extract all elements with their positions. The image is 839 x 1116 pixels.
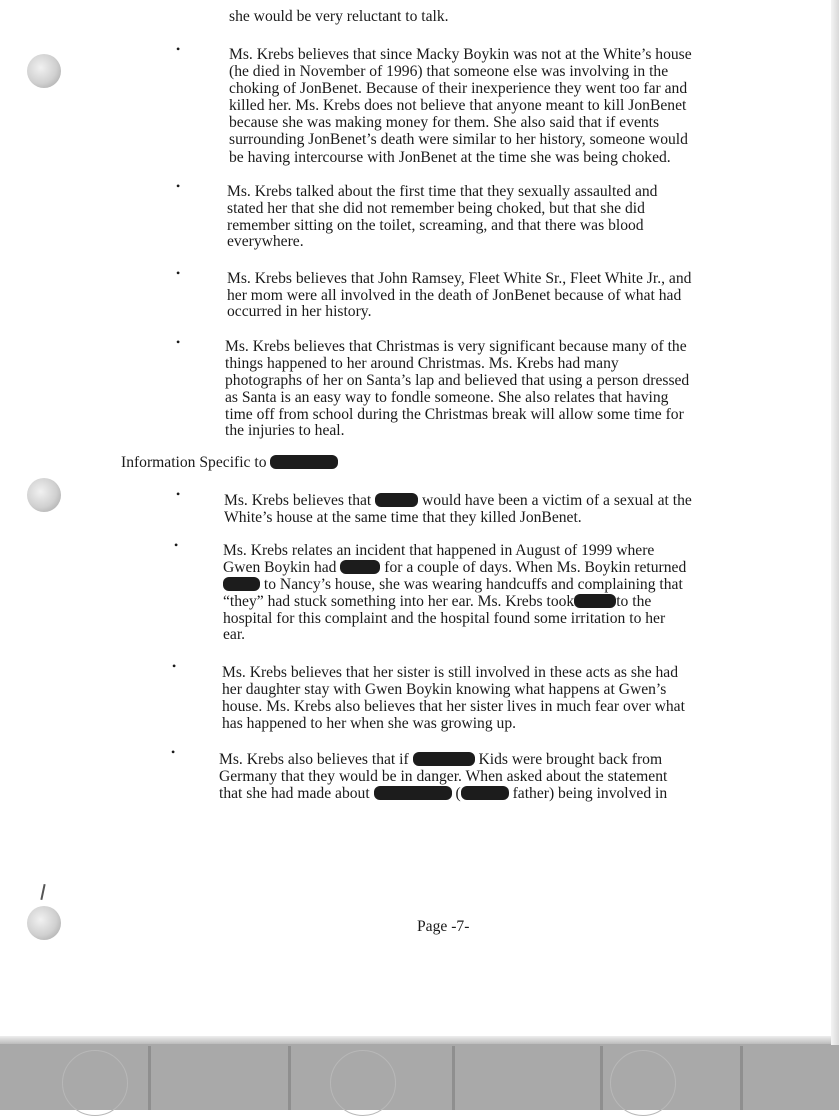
text-line: as Santa is an easy way to fondle someone. She also relates that having [225, 389, 669, 406]
redaction-box [223, 577, 260, 591]
redaction-box [374, 786, 452, 800]
text-line: occurred in her history. [227, 303, 372, 320]
scanner-ring [610, 1050, 676, 1116]
bullet-icon: • [171, 745, 176, 759]
redaction-box [340, 560, 380, 574]
text-line: the injuries to heal. [225, 422, 345, 439]
text-line: Gwen Boykin had for a couple of days. When Ms. Boykin returned [223, 559, 687, 576]
text-line: White’s house at the same time that they killed JonBenet. [224, 509, 582, 526]
text-line: has happened to her when she was growing up. [222, 715, 517, 732]
text-line: remember sitting on the toilet, screaming, and that there was blood [227, 217, 644, 234]
scanner-bar [740, 1046, 743, 1110]
text-line: Ms. Krebs talked about the first time that they sexually assaulted and [227, 183, 658, 200]
text-line: everywhere. [227, 233, 304, 250]
text-line: killed her. Ms. Krebs does not believe that anyone meant to kill JonBenet [229, 97, 687, 114]
text-line: (he died in November of 1996) that someone else was involving in the [229, 63, 669, 80]
text-line: Ms. Krebs believes that Christmas is very significant because many of the [225, 338, 687, 355]
text-line: be having intercourse with JonBenet at the time she was being choked. [229, 149, 671, 166]
scanner-bar [288, 1046, 291, 1110]
text-line: Ms. Krebs also believes that if Kids were brought back from [219, 751, 663, 768]
punch-hole [27, 906, 61, 940]
punch-hole [27, 478, 61, 512]
text-line: hospital for this complaint and the hospital found some irritation to her [223, 610, 666, 627]
bullet-icon: • [176, 487, 181, 501]
text-line: Ms. Krebs believes that since Macky Boykin was not at the White’s house [229, 46, 692, 63]
text-line: house. Ms. Krebs also believes that her sister lives in much fear over what [222, 698, 685, 715]
text-line: photographs of her on Santa’s lap and believed that using a person dressed [225, 372, 690, 389]
page-edge [0, 1036, 831, 1044]
section-heading: Information Specific to [121, 454, 338, 471]
bullet-icon: • [174, 538, 179, 552]
text-line: things happened to her around Christmas. Ms. Krebs had many [225, 355, 619, 372]
text-line: her daughter stay with Gwen Boykin knowing what happens at Gwen’s [222, 681, 667, 698]
text-line: Ms. Krebs believes that her sister is still involved in these acts as she had [222, 664, 679, 681]
text-line: ear. [223, 626, 246, 643]
text-line: surrounding JonBenet’s death were similar to her history, someone would [229, 131, 688, 148]
text-line: time off from school during the Christmas break will allow some time for [225, 406, 684, 423]
bullet-icon: • [176, 42, 181, 56]
redaction-box [375, 493, 418, 507]
bullet-icon: • [176, 335, 181, 349]
text-line: Ms. Krebs relates an incident that happened in August of 1999 where [223, 542, 655, 559]
redaction-box [574, 594, 616, 608]
text-line: to Nancy’s house, she was wearing handcuffs and complaining that [223, 576, 683, 593]
text-line: she would be very reluctant to talk. [229, 8, 449, 25]
text-line: her mom were all involved in the death of JonBenet because of what had [227, 287, 682, 304]
text-line: because she was making money for them. She also said that if events [229, 114, 660, 131]
scanner-ring [62, 1050, 128, 1116]
redaction-box [270, 455, 338, 469]
punch-hole [27, 54, 61, 88]
text-line: choking of JonBenet. Because of their inexperience they went too far and [229, 80, 688, 97]
redaction-box [413, 752, 475, 766]
text-line: Ms. Krebs believes that John Ramsey, Fleet White Sr., Fleet White Jr., and [227, 270, 692, 287]
text-line: that she had made about ( father) being involved in [219, 785, 668, 802]
scanner-ring [330, 1050, 396, 1116]
scanner-bar [600, 1046, 603, 1110]
redaction-box [461, 786, 509, 800]
text-line: Ms. Krebs believes that would have been a victim of a sexual at the [224, 492, 692, 509]
bullet-icon: • [172, 659, 177, 673]
bullet-icon: • [176, 266, 181, 280]
scanner-bar [148, 1046, 151, 1110]
text-line: “they” had stuck something into her ear. Ms. Krebs took to the [223, 593, 652, 610]
pen-mark [40, 884, 45, 900]
text-line: Germany that they would be in danger. When asked about the statement [219, 768, 668, 785]
scanner-edge [831, 0, 839, 1045]
scanner-bar [452, 1046, 455, 1110]
text-line: stated her that she did not remember being choked, but that she did [227, 200, 645, 217]
page-number: Page -7- [417, 917, 470, 935]
bullet-icon: • [176, 179, 181, 193]
